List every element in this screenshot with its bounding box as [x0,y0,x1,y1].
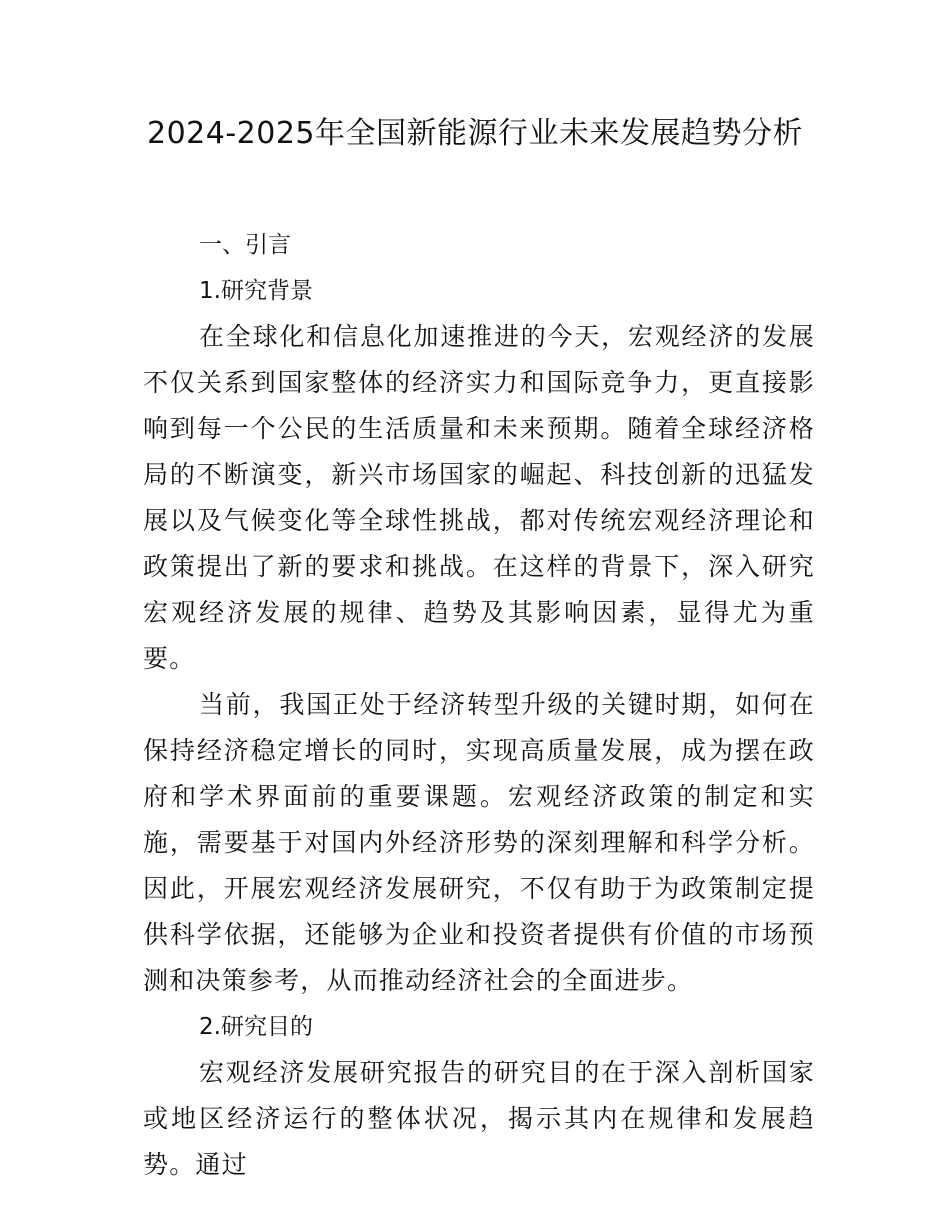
subsection-heading-research-purpose: 2.研究目的 [199,1014,313,1040]
subsection-heading-research-background: 1.研究背景 [199,278,313,304]
document-title: 2024-2025年全国新能源行业未来发展趋势分析 [146,116,804,151]
paragraph-background-1: 在全球化和信息化加速推进的今天，宏观经济的发展不仅关系到国家整体的经济实力和国际竞争力，更直接影响到每一个公民的生活质量和未来预期。随着全球经济格局的不断演变，新兴市场国家的崛起、科技创新的迅猛发展以及气候变化等全球性挑战，都对传统宏观经济理论和政策提出了新的要求和挑战。在这样的背景下，深入研究宏观经济发展的规律、趋势及其影响因素，显得尤为重要。 [143,322,815,673]
paragraph-purpose-1: 宏观经济发展研究报告的研究目的在于深入剖析国家或地区经济运行的整体状况，揭示其内在规律和发展趋势。通过 [143,1058,815,1179]
paragraph-background-2: 当前，我国正处于经济转型升级的关键时期，如何在保持经济稳定增长的同时，实现高质量发展，成为摆在政府和学术界面前的重要课题。宏观经济政策的制定和实施，需要基于对国内外经济形势的深刻理解和科学分析。因此，开展宏观经济发展研究，不仅有助于为政策制定提供科学依据，还能够为企业和投资者提供有价值的市场预测和决策参考，从而推动经济社会的全面进步。 [143,690,815,995]
document-body [143,222,815,1188]
section-heading-introduction: 一、引言 [199,232,291,258]
